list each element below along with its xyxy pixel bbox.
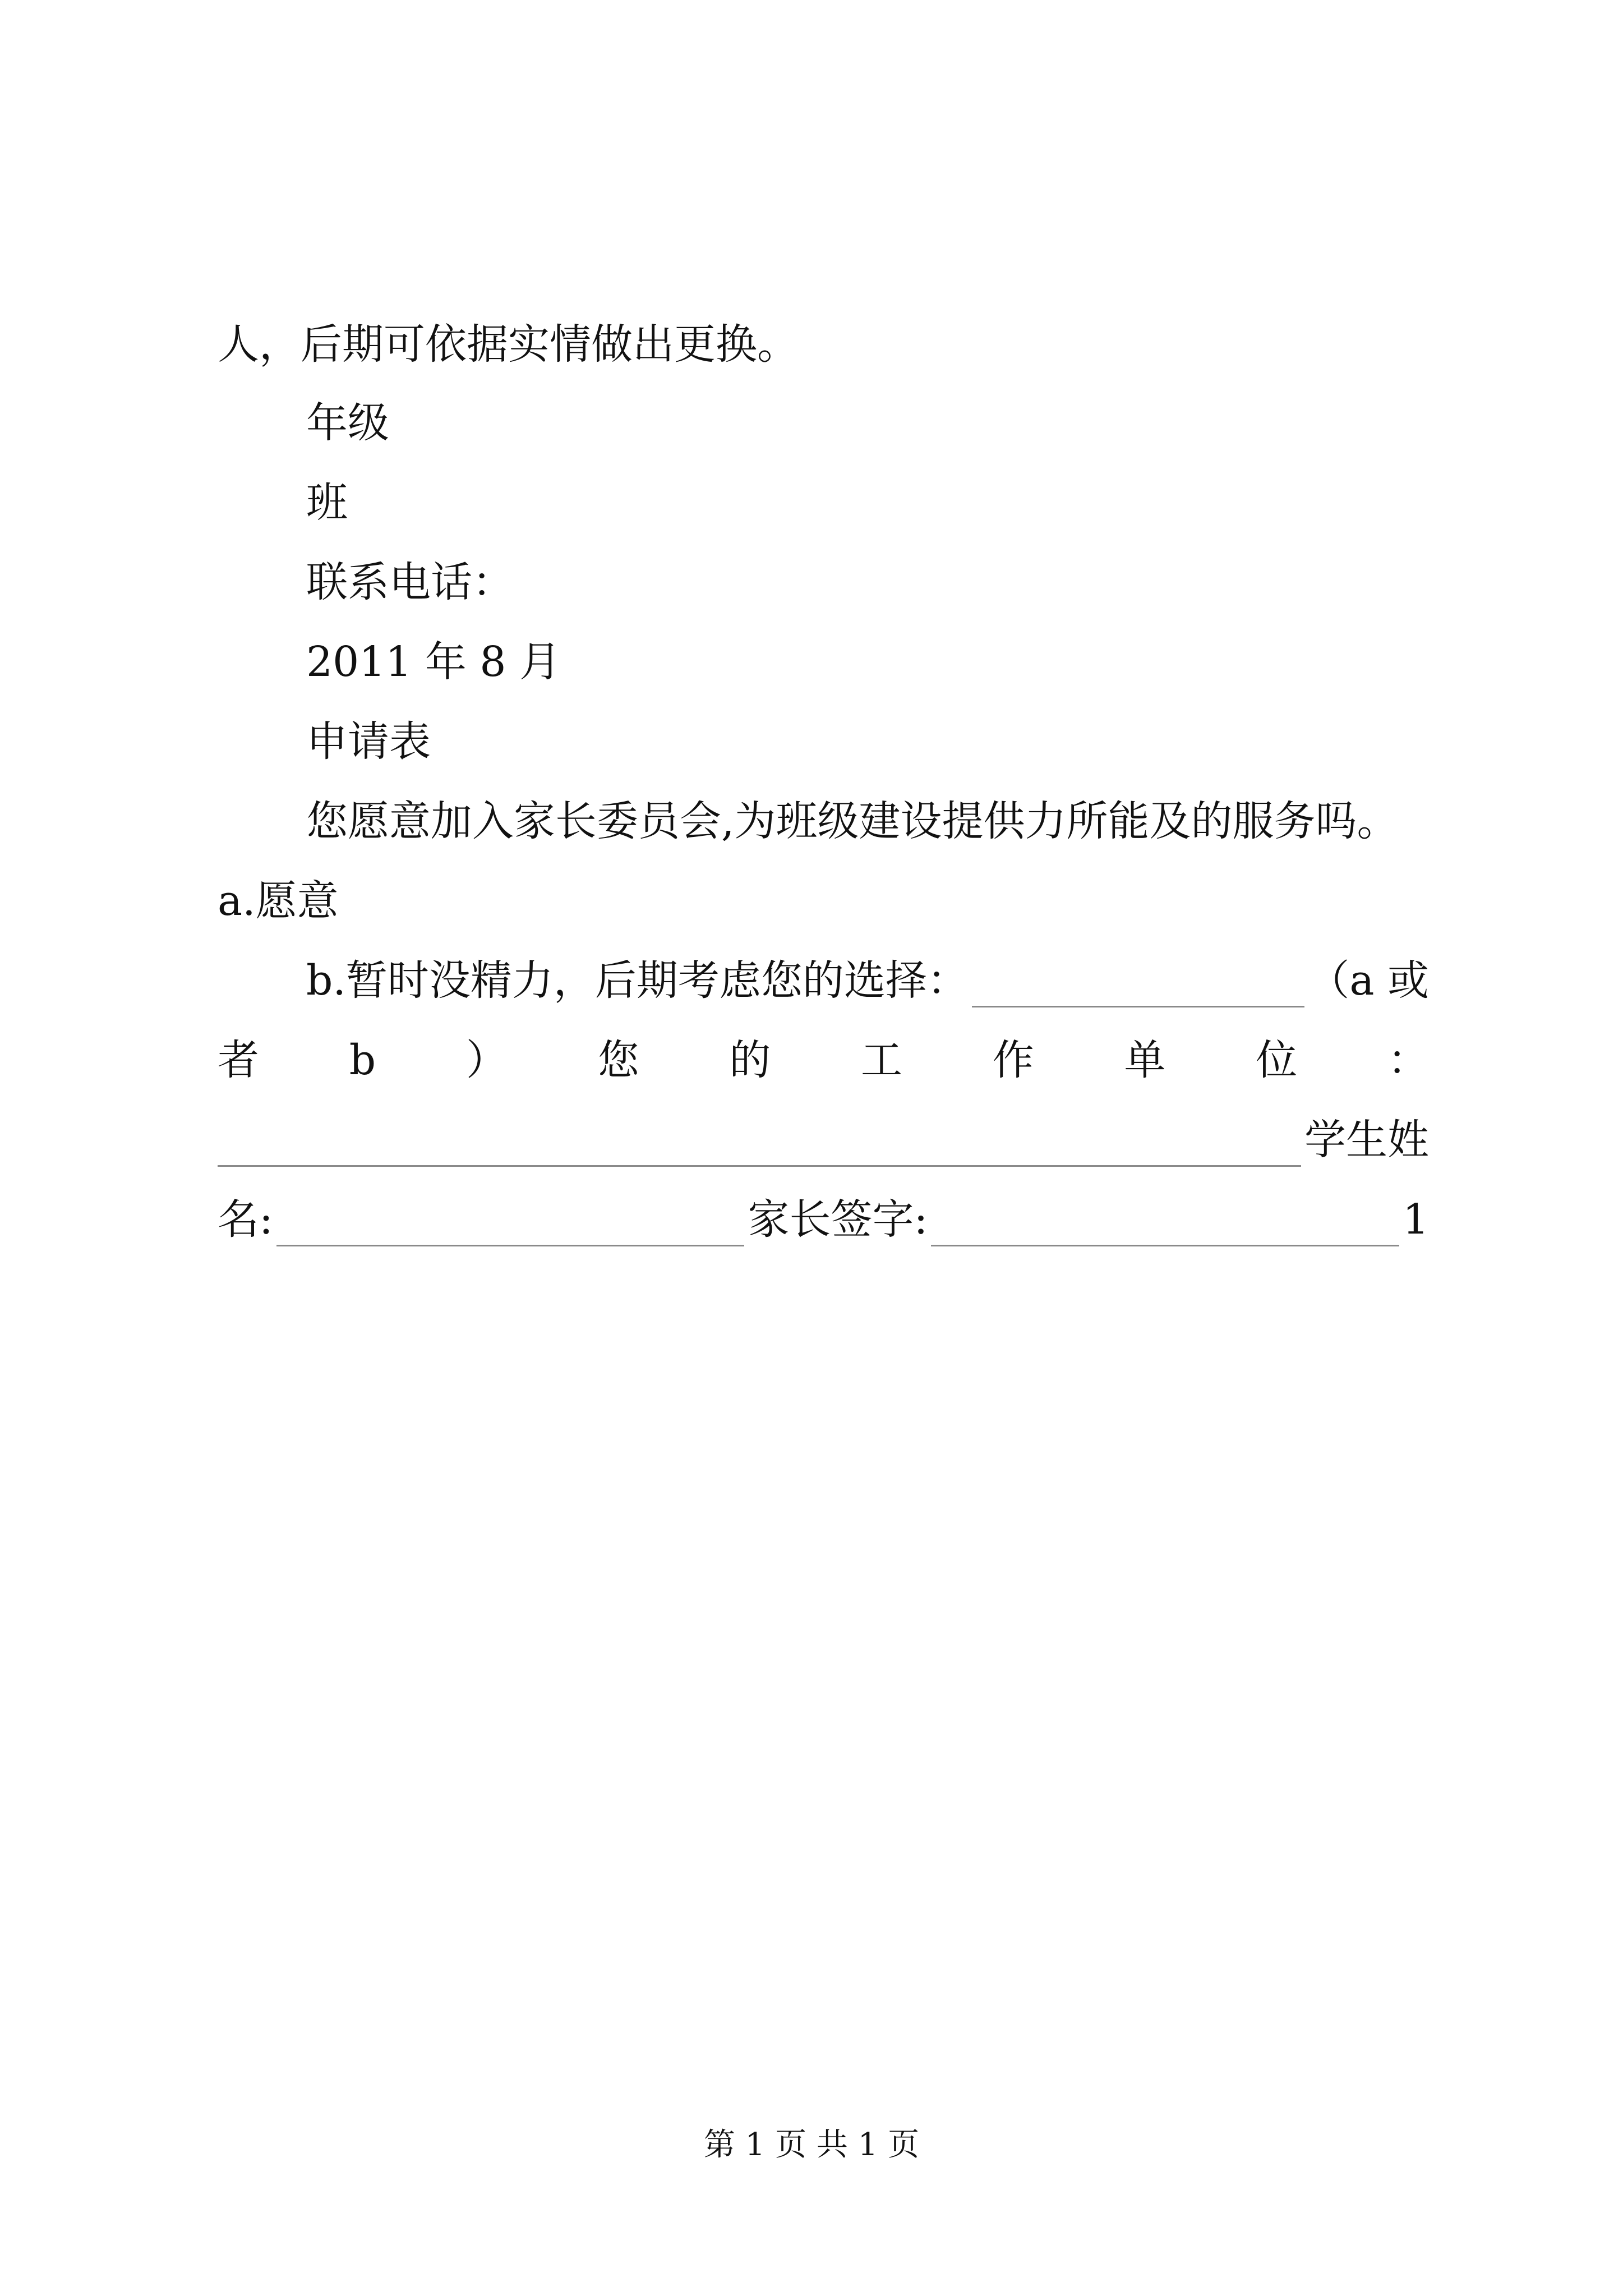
label-char: ： bbox=[1387, 1036, 1429, 1084]
label-char: ） bbox=[465, 1036, 508, 1084]
label-char: 单 bbox=[1124, 1036, 1166, 1084]
parent-signature-label: 家长签字: bbox=[748, 1195, 928, 1244]
label-char: 位 bbox=[1256, 1036, 1298, 1084]
option-b-tail: （a 或 bbox=[1308, 956, 1429, 1005]
signature-line bbox=[218, 1193, 1429, 1246]
label-char: 工 bbox=[861, 1036, 903, 1084]
label-char: 您 bbox=[597, 1036, 639, 1084]
choice-blank[interactable] bbox=[972, 967, 1304, 1007]
label-char: b bbox=[349, 1036, 376, 1084]
label-char: 作 bbox=[992, 1036, 1034, 1084]
workplace-label bbox=[218, 1033, 1429, 1087]
form-title: 申请表 bbox=[306, 717, 431, 766]
page-footer: 第 1 页 共 1 页 bbox=[703, 2127, 920, 2163]
workplace-line bbox=[218, 1033, 1429, 1087]
student-name-blank[interactable] bbox=[276, 1205, 745, 1246]
label-char: 的 bbox=[729, 1036, 771, 1084]
phone-label: 联系电话： bbox=[306, 558, 514, 606]
parent-signature-blank[interactable] bbox=[931, 1205, 1399, 1246]
option-b-line bbox=[306, 954, 1429, 1007]
paragraph-line: 人，后期可依据实情做出更换。 bbox=[218, 320, 799, 369]
workplace-blank[interactable] bbox=[218, 1126, 1301, 1167]
label-char: 者 bbox=[218, 1036, 259, 1084]
student-name-label-start: 学生姓 bbox=[1304, 1116, 1429, 1164]
option-a: a.愿意 bbox=[218, 877, 339, 925]
workplace-blank-line bbox=[218, 1113, 1429, 1167]
date-text: 2011 年 8 月 bbox=[306, 638, 561, 686]
grade-label: 年级 bbox=[306, 399, 389, 447]
page-fragment-number: 1 bbox=[1402, 1195, 1429, 1244]
student-name-label-end: 名: bbox=[218, 1195, 273, 1244]
question-text: 您愿意加入家长委员会,为班级建设提供力所能及的服务吗。 bbox=[306, 797, 1399, 845]
class-label: 班 bbox=[306, 478, 348, 527]
option-b-text: b.暂时没精力，后期考虑您的选择： bbox=[306, 956, 969, 1005]
